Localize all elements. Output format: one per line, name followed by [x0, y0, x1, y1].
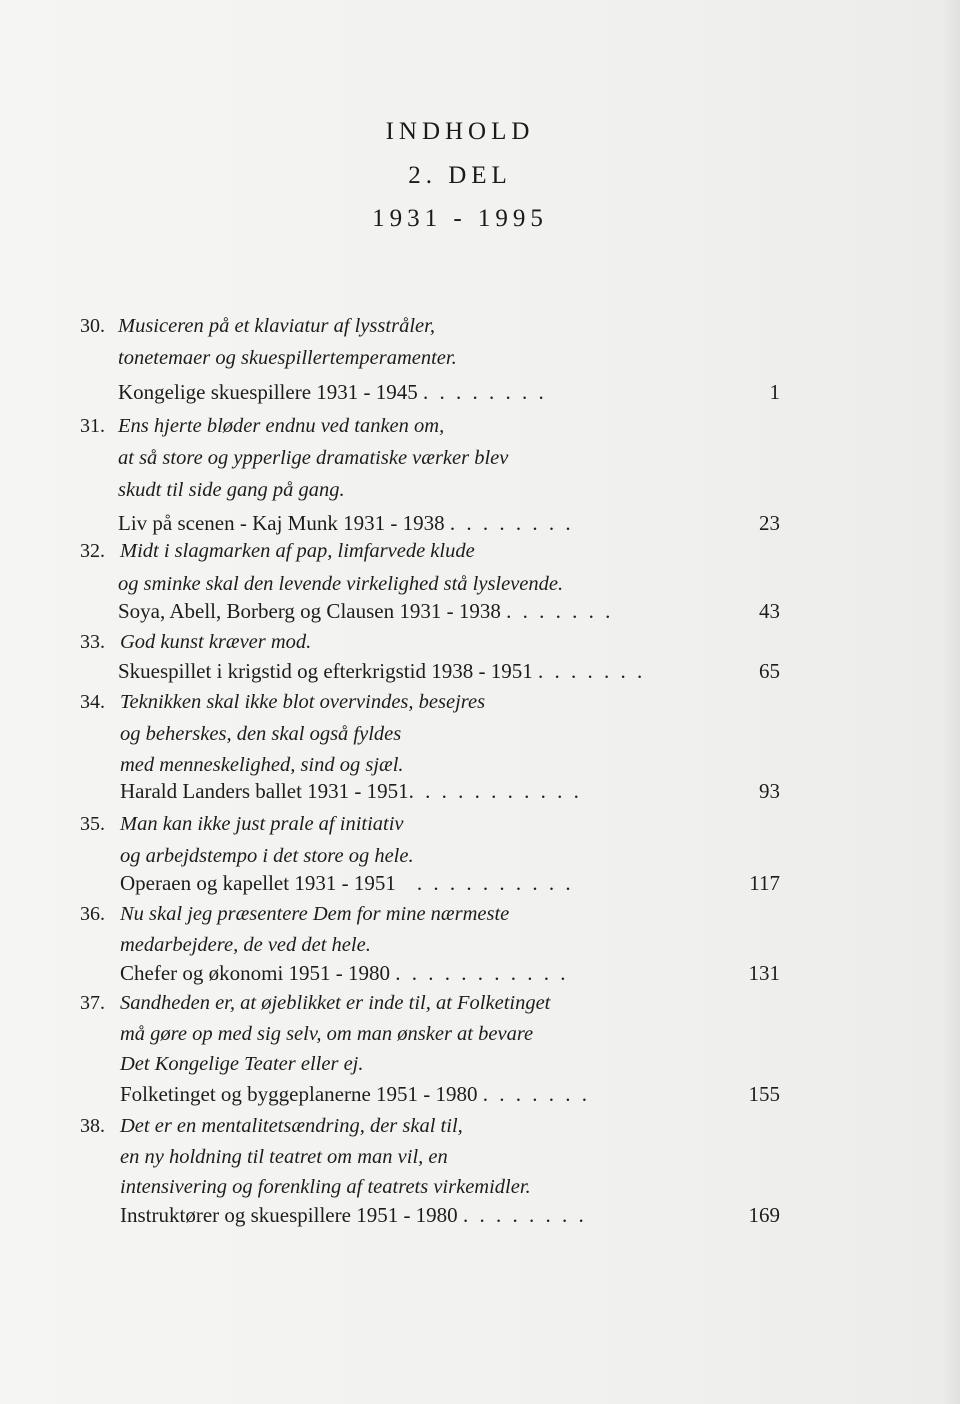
entry-quote-line: at så store og ypperlige dramatiske værker blev [118, 447, 509, 469]
entry-page-number: 1 [769, 380, 780, 404]
entry-quote-line: må gøre op med sig selv, om man ønsker at bevare [120, 1023, 534, 1045]
entry-title-text: Liv på scenen - Kaj Munk 1931 - 1938 [118, 511, 445, 535]
entry-page-number: 131 [748, 961, 780, 985]
entry-number: 33. [80, 631, 105, 653]
part-heading: 2. DEL [408, 162, 512, 189]
entry-title-text: Kongelige skuespillere 1931 - 1945 [118, 380, 418, 404]
entry-page-number: 93 [759, 779, 780, 803]
entry-number: 32. [80, 540, 105, 562]
entry-page-number: 117 [749, 871, 780, 895]
leader-dots: . . . . . . . . . . [416, 871, 574, 895]
entry-title-text: Chefer og økonomi 1951 - 1980 [120, 961, 391, 985]
entry-title-text: Folketinget og byggeplanerne 1951 - 1980 [120, 1082, 478, 1106]
entry-page-number: 43 [759, 599, 780, 623]
entry-number: 38. [80, 1115, 105, 1137]
entry-title-text: Instruktører og skuespillere 1951 - 1980 [120, 1203, 458, 1227]
entry-page-number: 155 [748, 1082, 780, 1106]
years-heading: 1931 - 1995 [372, 205, 548, 232]
entry-quote-line: tonetemaer og skuespillertemperamenter. [118, 347, 457, 369]
entry-quote-line: Midt i slagmarken af pap, limfarvede klude [120, 540, 475, 562]
leader-dots: . . . . . . . [506, 599, 614, 623]
entry-title-text: Operaen og kapellet 1931 - 1951 [120, 871, 396, 895]
entry-quote-line: intensivering og forenkling af teatrets virkemidler. [120, 1176, 531, 1198]
entry-quote-line: og beherskes, den skal også fyldes [120, 723, 402, 745]
leader-dots: . . . . . . . . . . . [395, 961, 569, 985]
leader-dots: . . . . . . . [482, 1082, 591, 1106]
entry-page-number: 65 [759, 659, 780, 683]
entry-quote-line: Ens hjerte bløder endnu ved tanken om, [118, 415, 445, 437]
entry-number: 34. [80, 691, 105, 713]
entry-title-text: Harald Landers ballet 1931 - 1951 [120, 779, 409, 803]
leader-dots: . . . . . . . . [423, 380, 547, 404]
entry-page-number: 23 [759, 511, 780, 535]
entry-number: 36. [80, 903, 105, 925]
entry-quote-line: Teknikken skal ikke blot overvindes, besejres [120, 691, 486, 713]
entry-quote-line: Det Kongelige Teater eller ej. [120, 1053, 364, 1075]
entry-title-text: Skuespillet i krigstid og efterkrigstid 1938 - 1951 [118, 659, 533, 683]
entry-title-text: Soya, Abell, Borberg og Clausen 1931 - 1938 [118, 599, 501, 623]
entry-number: 35. [80, 813, 105, 835]
entry-quote-line: Sandheden er, at øjeblikket er inde til, at Folketinget [120, 992, 551, 1014]
entry-quote-line: med menneskelighed, sind og sjæl. [120, 754, 404, 776]
leader-dots: . . . . . . . . . . . [408, 779, 582, 803]
entry-quote-line: og arbejdstempo i det store og hele. [120, 845, 414, 867]
leader-dots: . . . . . . . . [449, 511, 574, 535]
leader-dots: . . . . . . . . [462, 1203, 587, 1227]
entry-number: 37. [80, 992, 105, 1014]
entry-page-number: 169 [748, 1203, 780, 1227]
entry-quote-line: medarbejdere, de ved det hele. [120, 934, 371, 956]
entry-quote-line: Nu skal jeg præsentere Dem for mine nærmeste [120, 903, 510, 925]
page-edge-shadow [942, 0, 960, 1404]
entry-quote-line: Man kan ikke just prale af initiativ [120, 813, 404, 835]
contents-heading: INDHOLD [385, 118, 535, 145]
entry-quote-line: Musiceren på et klaviatur af lysstråler, [118, 315, 435, 337]
leader-dots: . . . . . . . [537, 659, 646, 683]
entry-quote-line: og sminke skal den levende virkelighed stå lyslevende. [118, 573, 564, 595]
entry-number: 31. [80, 415, 105, 437]
entry-quote-line: God kunst kræver mod. [120, 631, 312, 653]
entry-quote-line: Det er en mentalitetsændring, der skal til, [120, 1115, 463, 1137]
entry-quote-line: skudt til side gang på gang. [118, 479, 345, 501]
entry-quote-line: en ny holdning til teatret om man vil, en [120, 1146, 448, 1168]
entry-number: 30. [80, 315, 105, 337]
